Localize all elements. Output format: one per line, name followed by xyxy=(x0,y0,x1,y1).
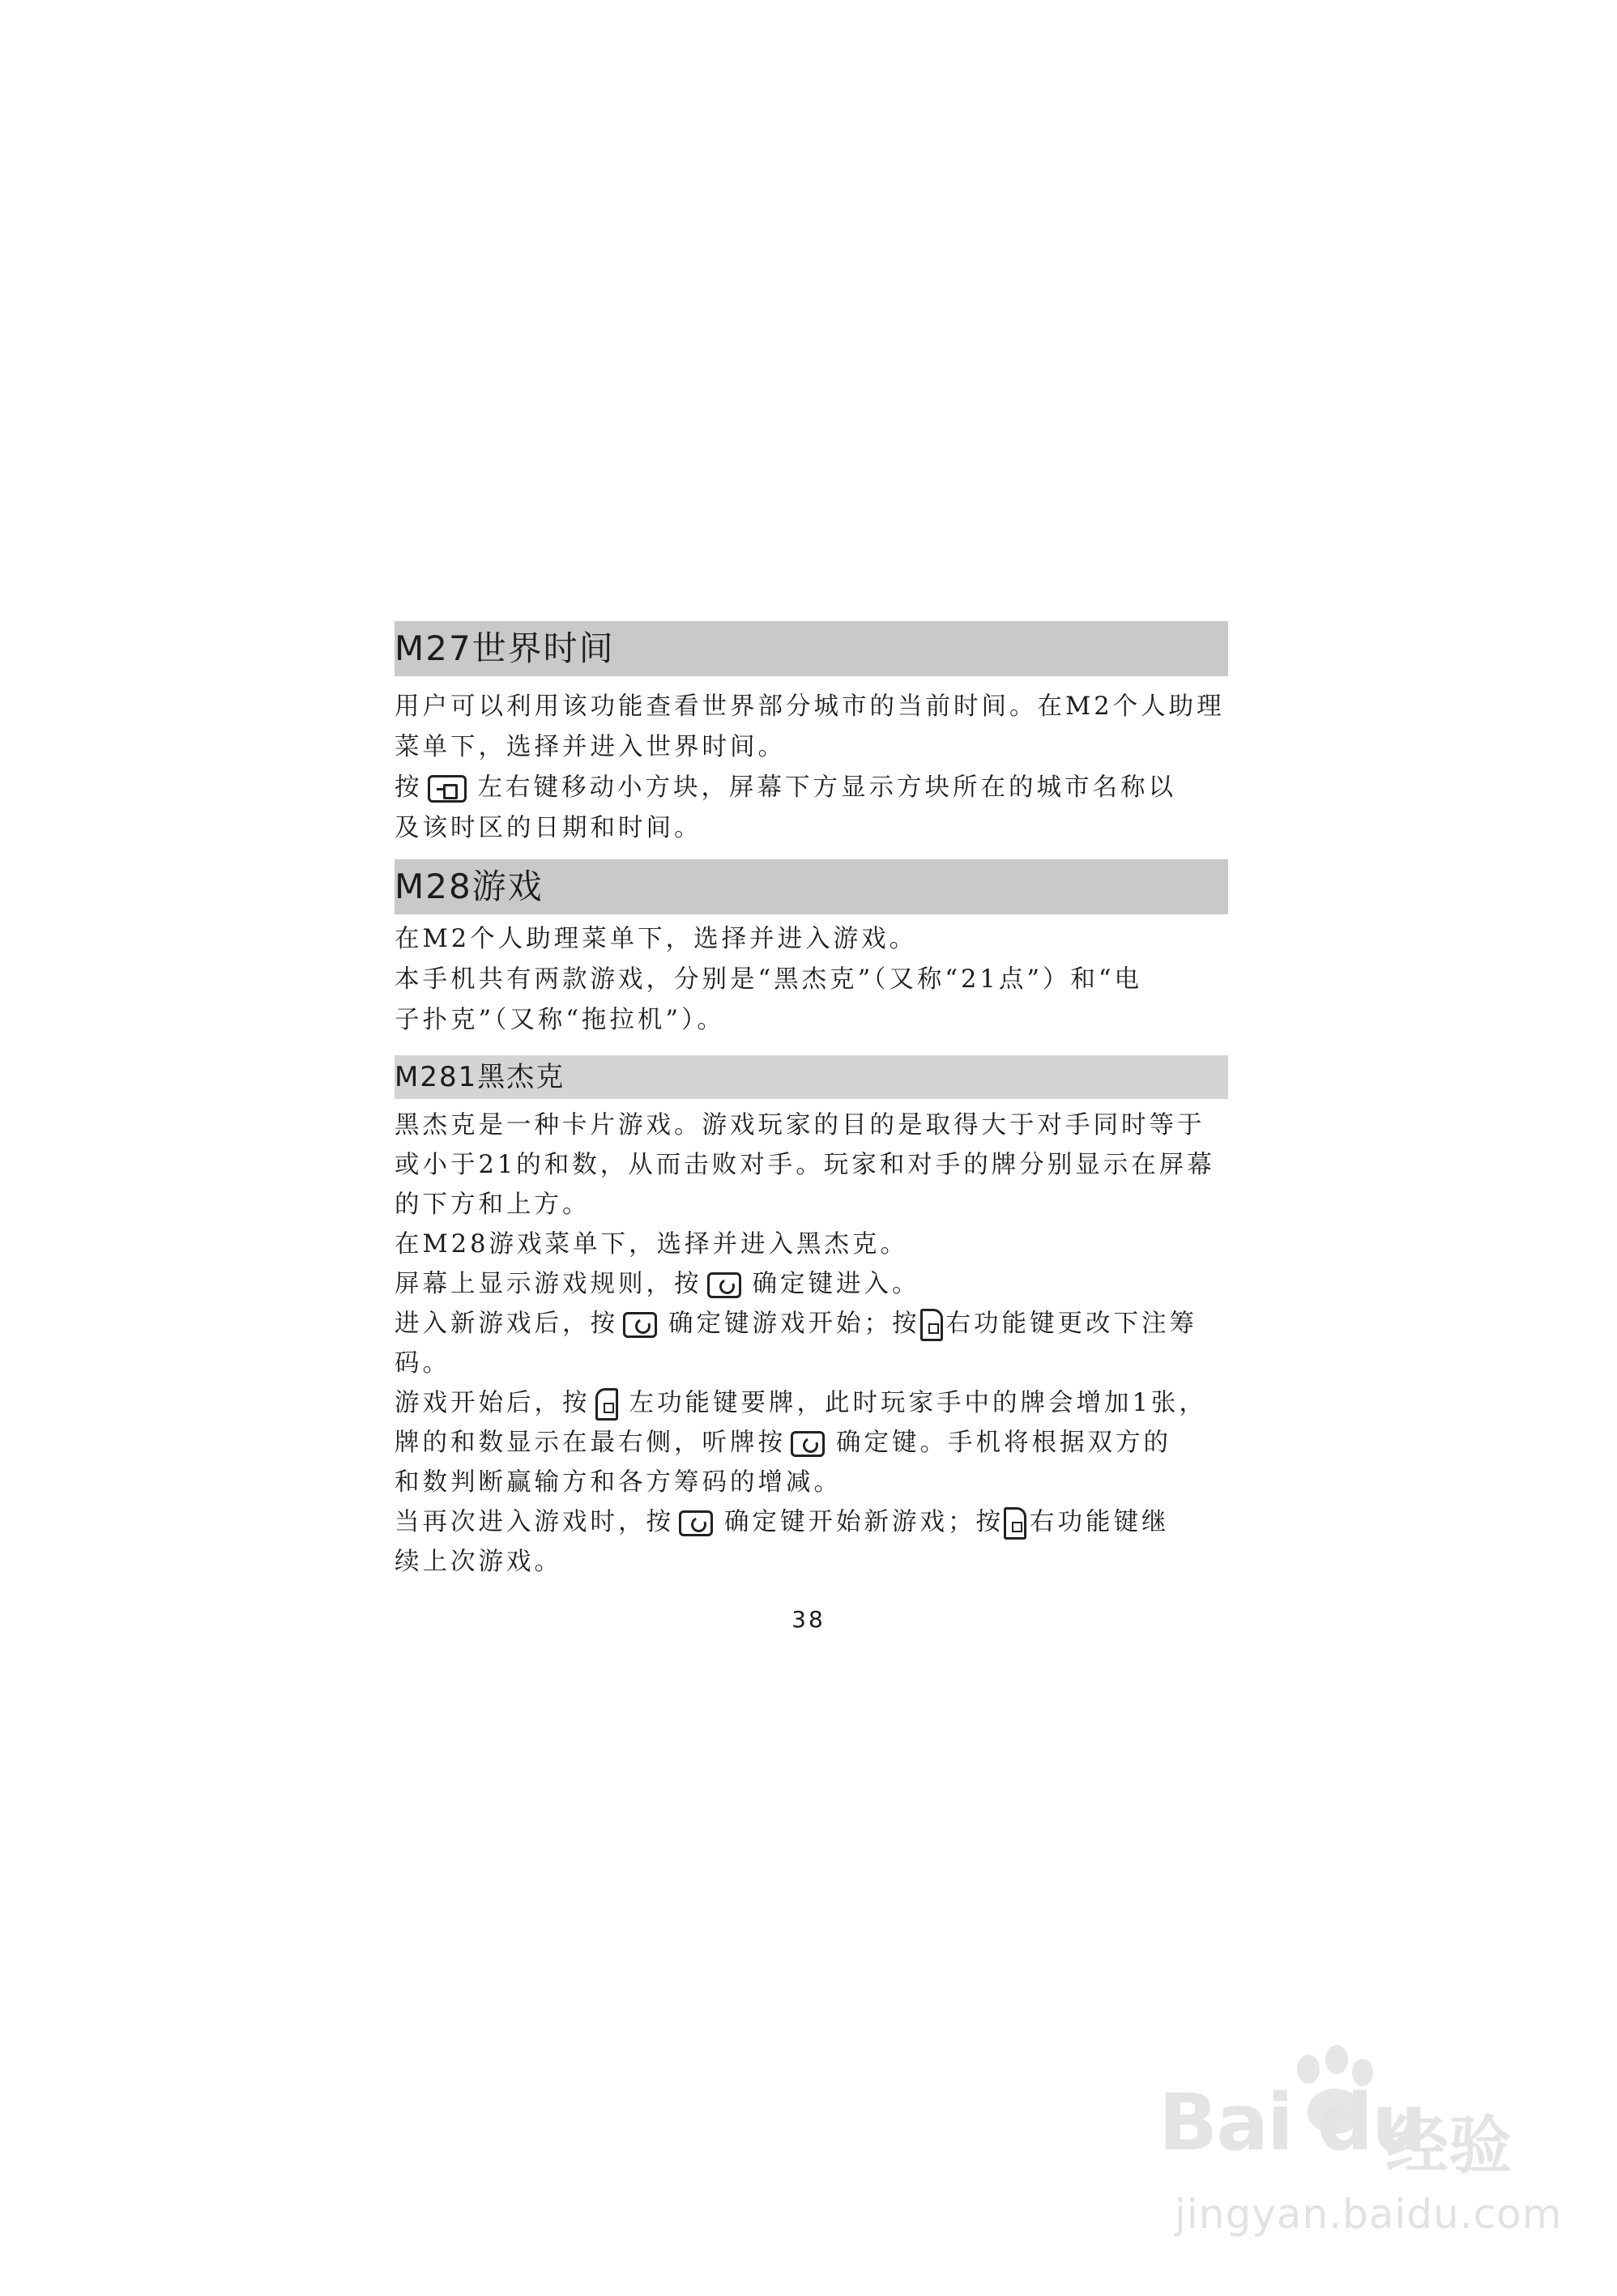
paragraph-line: 的下方和上方。 xyxy=(395,1191,591,1219)
page-number: 38 xyxy=(791,1606,826,1633)
paragraph-line: 码。 xyxy=(395,1349,450,1378)
paragraph-line xyxy=(395,1304,1237,1344)
paragraph-line: 续上次游戏。 xyxy=(395,1548,562,1576)
nav-instruction: 左右键移动小方块，屏幕下方显示方块所在的城市名称以 xyxy=(477,773,1176,802)
sum-text-a: 牌的和数显示在最右侧，听牌按 xyxy=(395,1429,786,1457)
ok-key-icon xyxy=(623,1312,657,1338)
paragraph-line: 本手机共有两款游戏，分别是“黑杰克”（又称“21点”）和“电 xyxy=(395,965,1143,994)
watermark-url: jingyan.baidu.com xyxy=(1175,2191,1563,2238)
section-title-m27-text: M27世界时间 xyxy=(395,628,615,668)
section-title-m28 xyxy=(395,859,1228,914)
left-soft-key-icon xyxy=(595,1388,618,1421)
right-soft-key-icon xyxy=(920,1309,943,1341)
paragraph-line: 黑杰克是一种卡片游戏。游戏玩家的目的是取得大于对手同时等于 xyxy=(395,1111,1205,1139)
paragraph-line xyxy=(395,1383,1237,1424)
left-right-nav-key-icon xyxy=(428,775,467,803)
paragraph-line: 在M2个人助理菜单下，选择并进入游戏。 xyxy=(395,925,918,953)
right-soft-key-icon xyxy=(1004,1507,1026,1540)
paragraph-line xyxy=(395,1423,1237,1463)
rule-text-b: 确定键进入。 xyxy=(752,1270,920,1298)
section-title-m28-text: M28游戏 xyxy=(395,867,544,906)
ok-key-icon xyxy=(791,1431,825,1457)
watermark-logo: Bai du xyxy=(1158,2077,1426,2168)
section-title-m281 xyxy=(395,1055,1228,1099)
paragraph-line: 菜单下，选择并进入世界时间。 xyxy=(395,733,786,761)
paragraph-line xyxy=(395,768,1237,808)
paragraph-line xyxy=(395,1264,1237,1305)
start-text-a: 游戏开始后，按 xyxy=(395,1389,591,1417)
again-text-c: 右功能键继 xyxy=(1030,1508,1170,1536)
paragraph-line: 用户可以利用该功能查看世界部分城市的当前时间。在M2个人助理 xyxy=(395,692,1225,721)
paragraph-line: 和数判断赢输方和各方筹码的增减。 xyxy=(395,1468,842,1497)
newgame-text-a: 进入新游戏后，按 xyxy=(395,1310,618,1338)
again-text-b: 确定键开始新游戏；按 xyxy=(724,1508,1004,1536)
paragraph-line: 及该时区的日期和时间。 xyxy=(395,814,702,842)
ok-key-icon xyxy=(707,1272,741,1298)
ok-key-icon xyxy=(679,1510,713,1536)
sum-text-b: 确定键。手机将根据双方的 xyxy=(836,1429,1171,1457)
paragraph-line: 在M28游戏菜单下，选择并进入黑杰克。 xyxy=(395,1230,909,1259)
again-text-a: 当再次进入游戏时，按 xyxy=(395,1508,674,1536)
watermark-cn: 经验 xyxy=(1385,2110,1512,2183)
rule-text-a: 屏幕上显示游戏规则，按 xyxy=(395,1270,702,1298)
baidu-jingyan-watermark xyxy=(1158,2061,1563,2243)
press-prefix: 按 xyxy=(395,773,423,802)
paragraph-line xyxy=(395,1502,1237,1543)
newgame-text-c: 右功能键更改下注筹 xyxy=(945,1310,1197,1338)
section-title-m27 xyxy=(395,621,1228,676)
start-text-b: 左功能键要牌，此时玩家手中的牌会增加1张， xyxy=(629,1389,1207,1417)
newgame-text-b: 确定键游戏开始；按 xyxy=(668,1310,920,1338)
paragraph-line: 子扑克”（又称“拖拉机”）。 xyxy=(395,1006,725,1034)
section-title-m281-text: M281黑杰克 xyxy=(395,1061,565,1093)
paragraph-line: 或小于21的和数，从而击败对手。玩家和对手的牌分别显示在屏幕 xyxy=(395,1151,1215,1179)
